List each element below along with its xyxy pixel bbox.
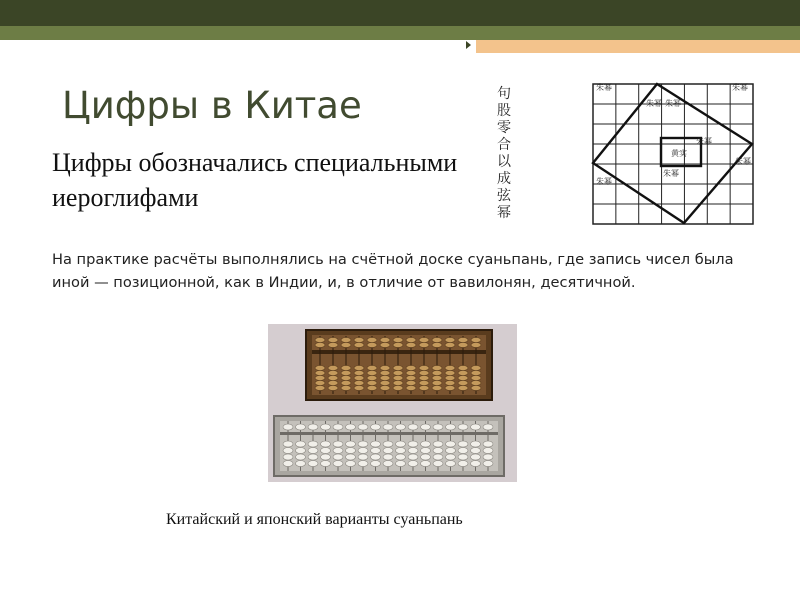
hieroglyph: 股 (497, 103, 511, 119)
hieroglyph: 弦 (497, 188, 511, 204)
grid-cell-label: 朱幂 (696, 137, 712, 146)
hieroglyph: 句 (497, 86, 511, 102)
hieroglyph: 以 (497, 154, 511, 170)
grid-cell-label: 朱幂 (663, 169, 679, 178)
header-bar (0, 0, 800, 26)
japanese-abacus (274, 416, 504, 476)
slide-title: Цифры в Китае (62, 84, 362, 127)
grid-cell-label: 朱幂 (665, 99, 681, 108)
grid-cell-label: 朱幂 (646, 99, 662, 108)
chinese-hypotenuse-figure (485, 80, 771, 233)
hieroglyph: 幂 (497, 205, 511, 221)
body-paragraph: На практике расчёты выполнялись на счётной доске суаньпань, где запись чисел была иной — позиционной, как в Индии, и, в отличие от вавилонян, десятичной. (52, 251, 734, 291)
hieroglyph: 合 (497, 137, 511, 153)
chinese-abacus (306, 330, 492, 400)
hieroglyph-column (497, 86, 512, 221)
grid-cell-label: 朱幂 (596, 177, 612, 186)
grid-cell-label: 朱幂 (732, 83, 748, 92)
accent-bar (476, 40, 800, 53)
suanpan-photo (268, 324, 517, 482)
accent-arrow-icon (466, 41, 471, 49)
header-subbar (0, 26, 800, 40)
center-label: 黄实 (671, 149, 687, 158)
hieroglyph: 成 (497, 171, 511, 187)
grid-cell-label: 朱幂 (596, 83, 612, 92)
figure-caption: Китайский и японский варианты суаньпань (166, 511, 463, 528)
hieroglyph: 零 (497, 120, 511, 136)
slide-subtitle: Цифры обозначались специальными иероглифами (52, 148, 458, 212)
grid-cell-label: 朱幂 (735, 157, 751, 166)
